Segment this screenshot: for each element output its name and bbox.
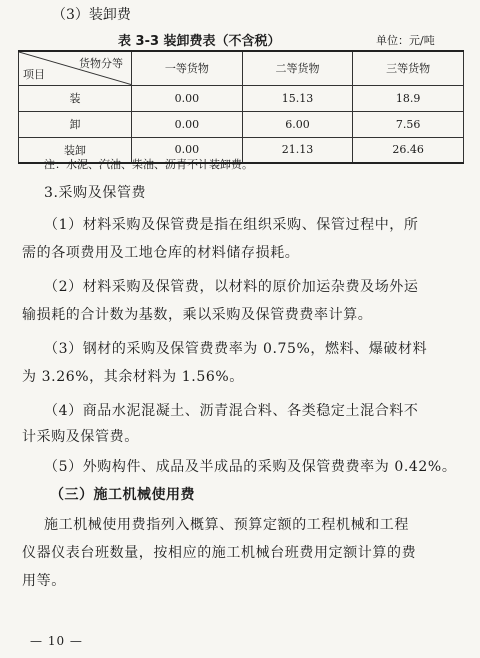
paragraph-line: （5）外购构件、成品及半成品的采购及保管费费率为 0.42%。: [44, 459, 457, 475]
paragraph-line: 为 3.26%，其余材料为 1.56%。: [22, 369, 244, 385]
row-label: 装: [19, 85, 132, 111]
table-row: [19, 111, 464, 137]
table-header-row: [19, 51, 464, 85]
column-header: 二等货物: [242, 51, 353, 85]
header-diagonal-cell: [19, 51, 132, 85]
table-cell: 0.00: [132, 111, 243, 137]
paragraph-line: （4）商品水泥混凝土、沥青混合料、各类稳定土混合料不: [44, 403, 419, 419]
column-header: 三等货物: [353, 51, 464, 85]
row-label: 装卸: [19, 137, 132, 163]
table-note: 注：水泥、汽油、柴油、沥青不计装卸费。: [44, 158, 253, 171]
header-goods-class-label: 货物分等: [79, 57, 123, 70]
table-unit: 单位：元/吨: [376, 34, 435, 47]
paragraph-line: 需的各项费用及工地仓库的材料储存损耗。: [22, 245, 300, 261]
column-header: 一等货物: [132, 51, 243, 85]
table-cell: 0.00: [132, 85, 243, 111]
table-cell: 18.9: [353, 85, 464, 111]
header-item-label: 项目: [23, 67, 45, 81]
paragraph-line: 施工机械使用费指列入概算、预算定额的工程机械和工程: [44, 517, 409, 533]
paragraph-line: （1）材料采购及保管费是指在组织采购、保管过程中，所: [44, 217, 419, 233]
table-title: 表 3-3 装卸费表（不含税）: [118, 34, 281, 49]
table-cell: 7.56: [353, 111, 464, 137]
paragraph-line: （2）材料采购及保管费，以材料的原价加运杂费及场外运: [44, 279, 419, 295]
paragraph-line: 用等。: [22, 573, 66, 589]
table-cell: 0.00: [132, 137, 243, 163]
loading-fee-table: [18, 50, 464, 164]
row-label: 卸: [19, 111, 132, 137]
paragraph-line: 仪器仪表台班数量，按相应的施工机械台班费用定额计算的费: [22, 545, 417, 561]
table-row: [19, 85, 464, 111]
paragraph-line: 计采购及保管费。: [22, 429, 139, 445]
table-cell: 26.46: [353, 137, 464, 163]
page-number: — 10 —: [30, 634, 83, 648]
table-cell: 21.13: [242, 137, 353, 163]
paragraph-line: （3）钢材的采购及保管费费率为 0.75%，燃料、爆破材料: [44, 341, 428, 357]
section-heading-loading-fee: （3）装卸费: [52, 7, 131, 23]
heading-machinery-fee: （三）施工机械使用费: [50, 487, 195, 503]
table-cell: 6.00: [242, 111, 353, 137]
table-cell: 15.13: [242, 85, 353, 111]
heading-purchase-storage: 3.采购及保管费: [44, 185, 147, 201]
paragraph-line: 输损耗的合计数为基数，乘以采购及保管费费率计算。: [22, 307, 373, 323]
